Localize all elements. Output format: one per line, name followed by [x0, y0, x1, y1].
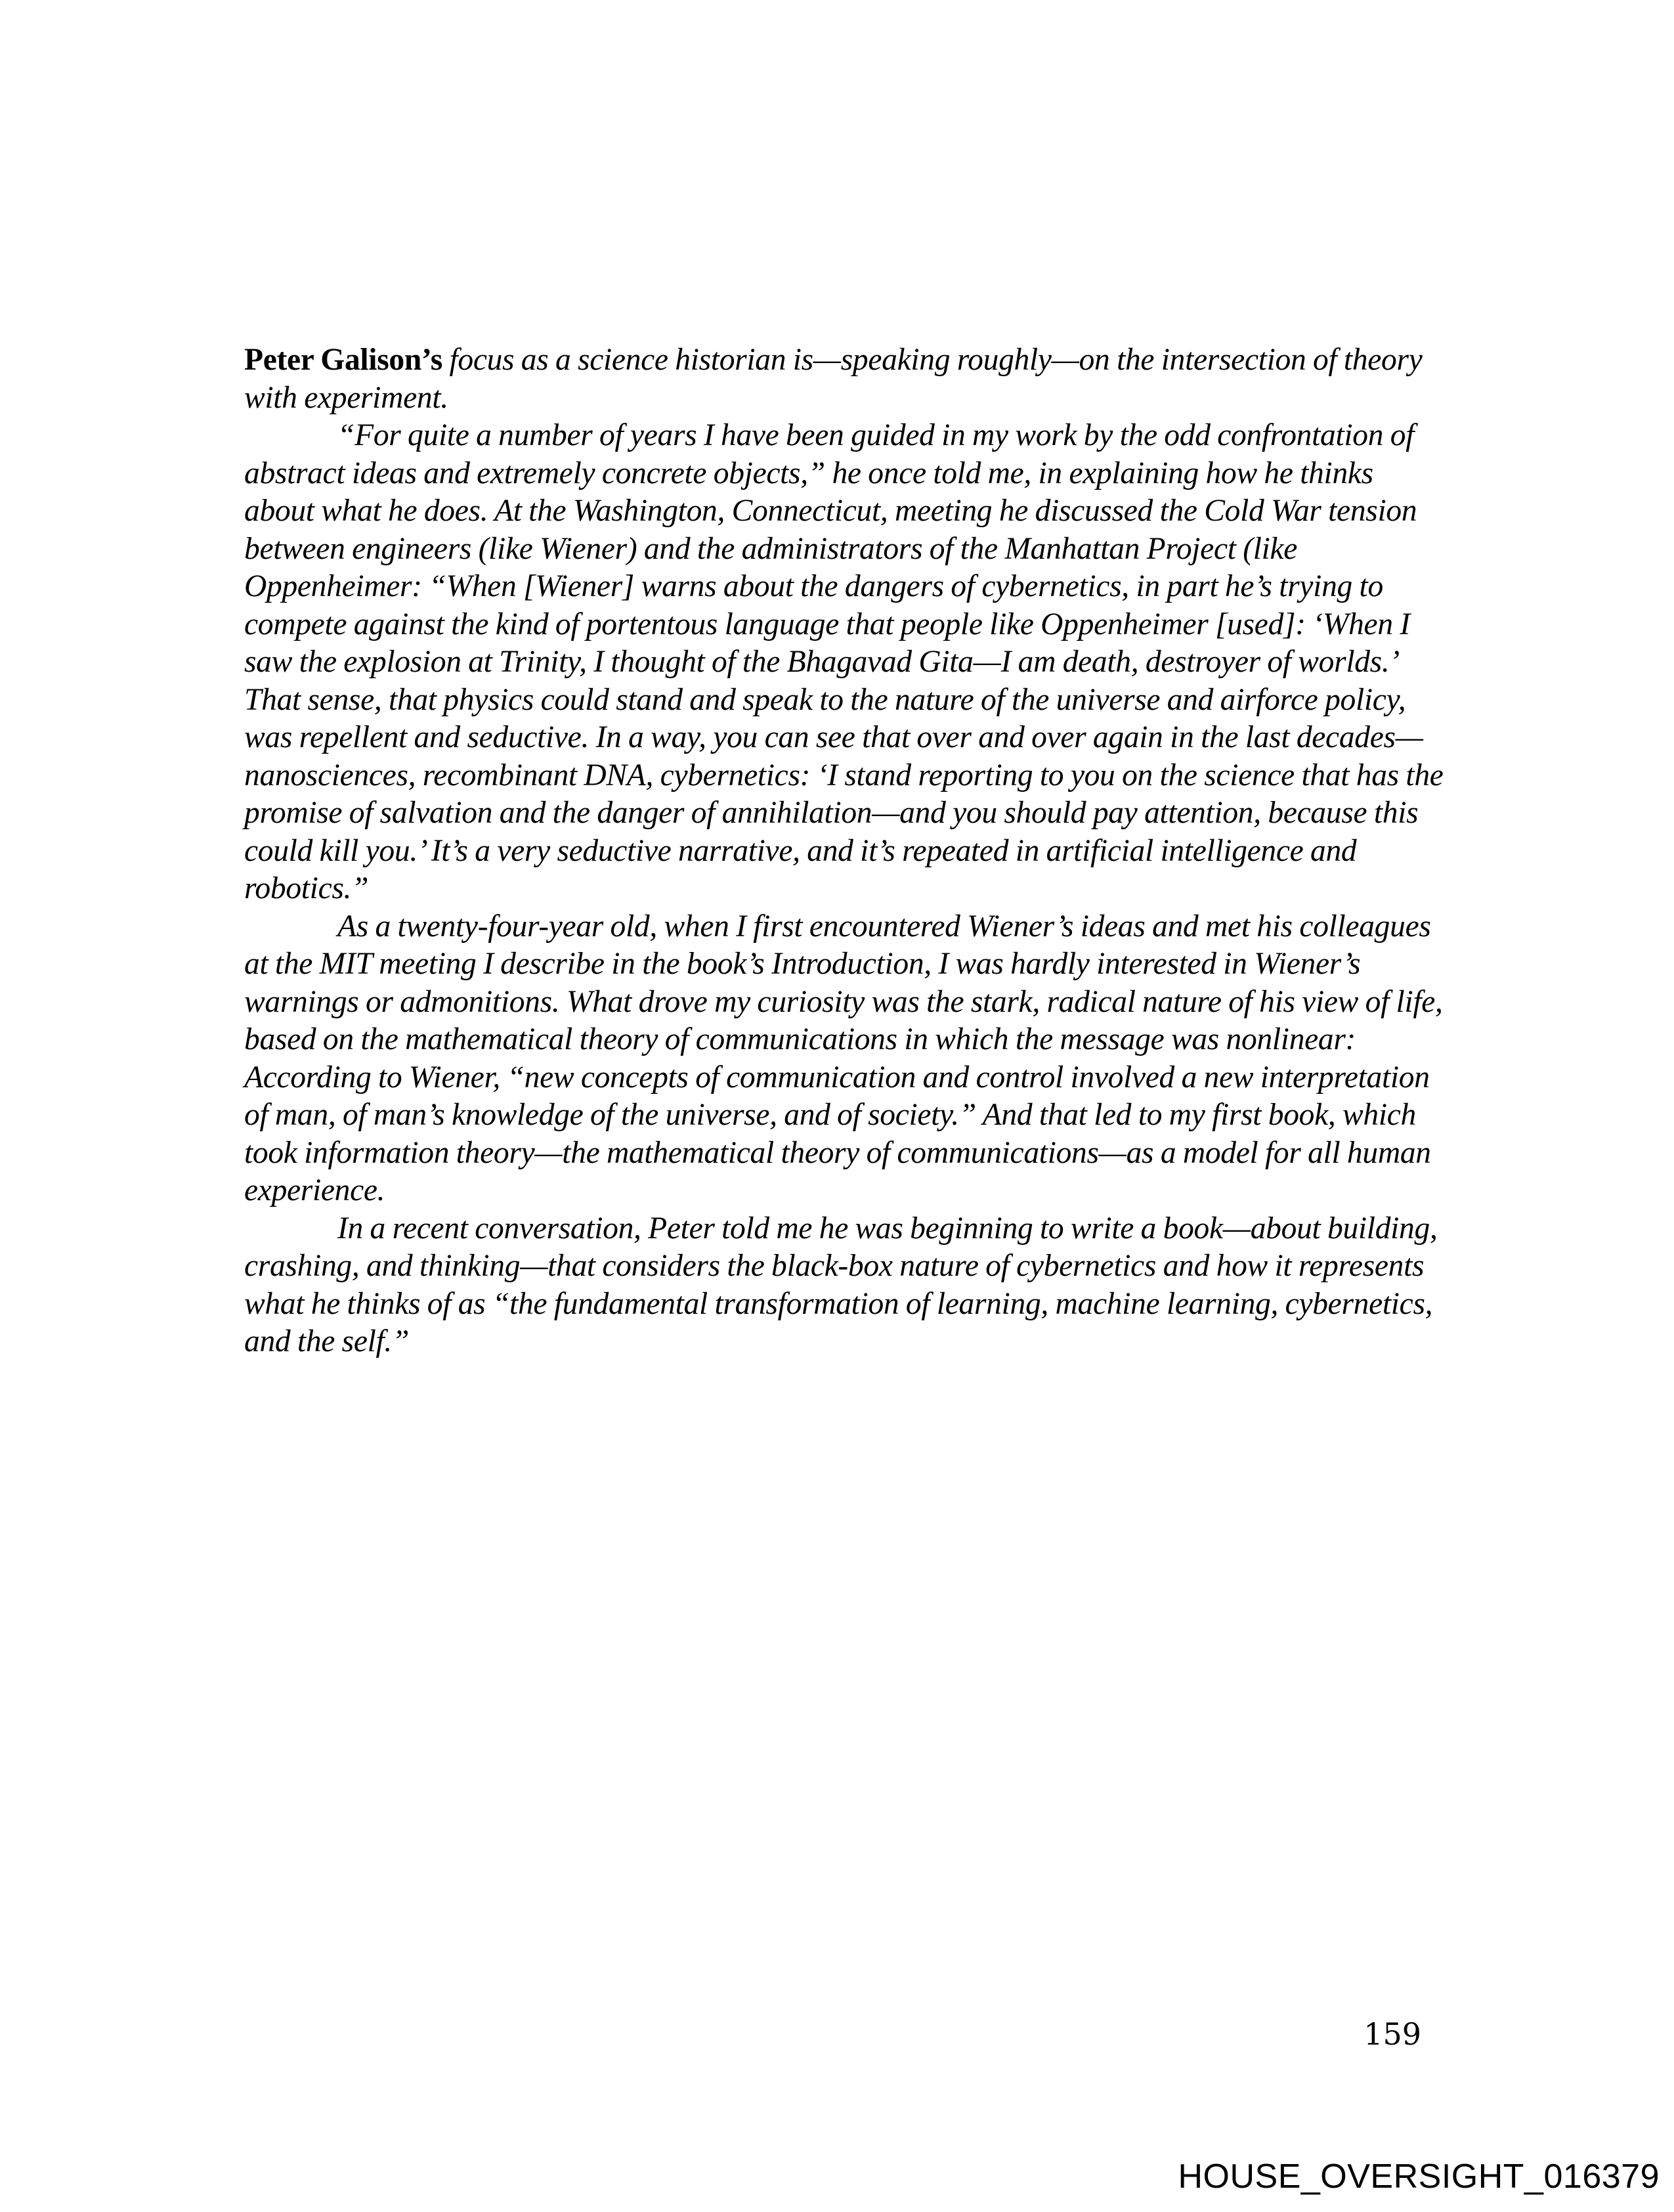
page-number: 159	[1363, 2016, 1421, 2052]
subject-name: Peter Galison’s	[244, 343, 442, 377]
paragraph-1	[244, 341, 1446, 417]
bates-stamp: HOUSE_OVERSIGHT_016379	[1178, 2158, 1660, 2196]
paragraph-3: As a twenty-four-year old, when I first encountered Wiener’s ideas and met his colleagues at the MIT meeting I describe in the book’s Introduction, I was hardly interested in Wiener’s warnings or admonitions. What drove my curiosity was the stark, radical nature of his view of life, based on the mathematical theory of communications in which the message was nonlinear: According to Wiener, “new concepts of communication and control involved a new interpretation of man, of man’s knowledge of the universe, and of society.” And that led to my first book, which took information theory—the mathematical theory of communications—as a model for all human experience.	[244, 909, 1443, 1207]
body-text	[244, 341, 1446, 1361]
paragraph-4: In a recent conversation, Peter told me he was beginning to write a book—about building, crashing, and thinking—that considers the black-box nature of cybernetics and how it represents what he thinks of as “the fundamental transformation of learning, machine learning, cybernetics, and the self.”	[244, 1211, 1438, 1358]
paragraph-1-text: focus as a science historian is—speaking roughly—on the intersection of theory with experiment.	[244, 343, 1423, 415]
paragraph-2: “For quite a number of years I have been guided in my work by the odd confrontation of abstract ideas and extremely concrete objects,” he once told me, in explaining how he thinks about what he does. At the Washington, Connecticut, meeting he discussed the Cold War tension between engineers (like Wiener) and the administrators of the Manhattan Project (like Oppenheimer: “When [Wiener] warns about the dangers of cybernetics, in part he’s trying to compete against the kind of portentous language that people like Oppenheimer [used]: ‘When I saw the explosion at Trinity, I thought of the Bhagavad Gita—I am death, destroyer of worlds.’ That sense, that physics could stand and speak to the nature of the universe and airforce policy, was repellent and seductive. In a way, you can see that over and over again in the last decades—nanosciences, recombinant DNA, cybernetics: ‘I stand reporting to you on the science that has the promise of salvation and the danger of annihilation—and you should pay attention, because this could kill you.’ It’s a very seductive narrative, and it’s repeated in artificial intelligence and robotics.”	[244, 418, 1444, 905]
